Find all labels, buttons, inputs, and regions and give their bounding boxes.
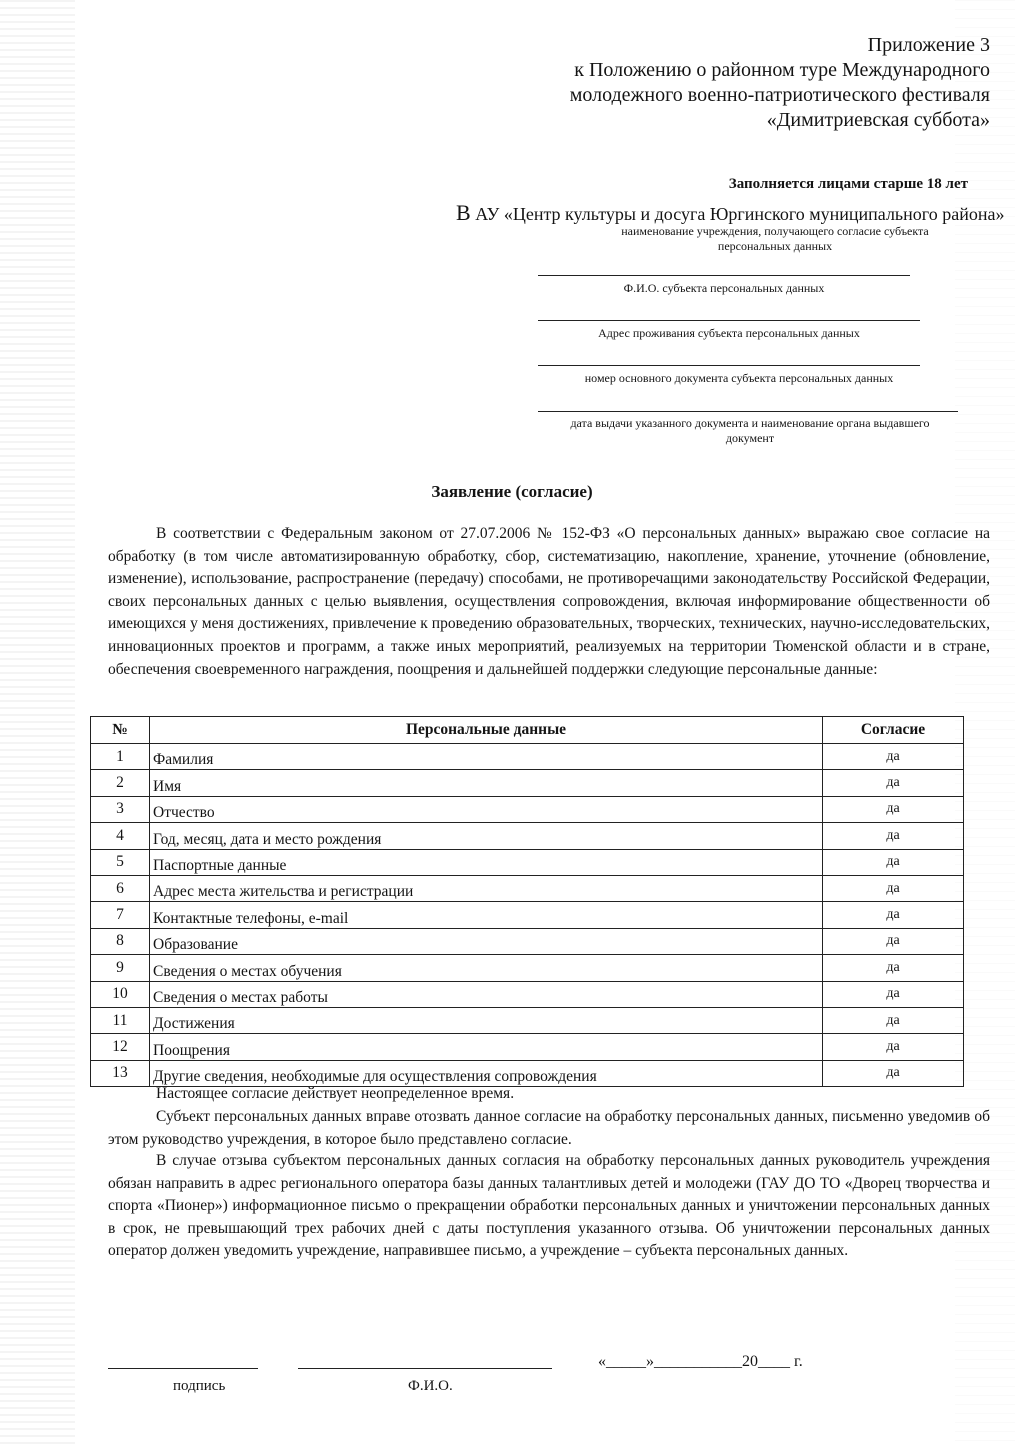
table-row: [91, 902, 964, 928]
validity-paragraph: Настоящее согласие действует неопределенное время.: [156, 1085, 515, 1102]
table-row: [91, 928, 964, 954]
row-number: 7: [91, 902, 150, 928]
appendix-line-3: молодежного военно-патриотического фестиваля: [569, 84, 990, 106]
recipient-organization: [456, 200, 1004, 226]
table-row: [91, 770, 964, 796]
issue-caption-line-1: дата выдачи указанного документа и наименование органа выдавшего: [570, 416, 930, 430]
table-row: [91, 875, 964, 901]
revocation-procedure-paragraph: В случае отзыва субъектом персональных данных согласия на обработку персональных данных руководитель учреждения обязан направить в адрес регионального оператора базы данных талантливых детей и молодежи (ГАУ ДО ТО «Дворец творчества и спорта «Пионер») информационное письмо о прекращении обработки персональных данных и уничтожении персональных данных в срок, не превышающий трех рабочих дней с даты поступления указанного отзыва. Об уничтожении персональных данных оператор должен уведомить учреждение, направившее письмо, а учреждение – субъекта персональных данных.: [108, 1152, 990, 1260]
row-data-name: Контактные телефоны, e-mail: [150, 902, 823, 928]
intro-paragraph: В соответствии с Федеральным законом от 27.07.2006 № 152-ФЗ «О персональных данных» выражаю свое согласие на обработку (в том числе автоматизированную обработку, сбор, систематизацию, накопление, хранение, уточнение (обновление, изменение), использование, распространение (передачу) способами, не противоречащими законодательству Российской Федерации, своих персональных данных с целью выявления, осуществления сопровождения, включая информирование общественности об имеющихся у меня достижениях, привлечение к проведению образовательных, творческих, технических, научно-исследовательских, инновационных проектов и программ, а также иных мероприятий, реализуемых на территории Тюменской области и в стране, обеспечения своевременного награждения, поощрения и дальнейшей поддержки следующие персональные данные:: [108, 525, 990, 678]
row-consent: да: [823, 1034, 964, 1060]
age-note: Заполняется лицами старше 18 лет: [728, 176, 968, 192]
fio-caption: Ф.И.О. субъекта персональных данных: [623, 281, 825, 295]
date-field[interactable]: «_____»___________20____ г.: [598, 1353, 803, 1370]
table-row: [91, 1007, 964, 1033]
fio-signature-field-line[interactable]: [298, 1368, 552, 1369]
row-data-name: Имя: [150, 770, 823, 796]
row-data-name: Отчество: [150, 796, 823, 822]
row-consent: да: [823, 875, 964, 901]
row-number: 1: [91, 744, 150, 770]
scan-noise-left: [0, 0, 75, 1448]
row-number: 12: [91, 1034, 150, 1060]
row-data-name: Адрес места жительства и регистрации: [150, 875, 823, 901]
row-data-name: Другие сведения, необходимые для осуществления сопровождения: [150, 1060, 823, 1086]
appendix-number: Приложение 3: [867, 34, 990, 56]
org-caption-line-2: персональных данных: [717, 239, 833, 253]
table-row: [91, 1034, 964, 1060]
address-field-line[interactable]: [538, 320, 920, 321]
row-consent: да: [823, 744, 964, 770]
recipient-org-name: АУ «Центр культуры и досуга Юргинского муниципального района»: [475, 204, 1005, 224]
issue-caption-line-2: документ: [725, 431, 775, 445]
row-consent: да: [823, 955, 964, 981]
personal-data-table: [90, 716, 964, 1087]
appendix-block: [570, 33, 990, 133]
row-data-name: Фамилия: [150, 744, 823, 770]
row-data-name: Сведения о местах обучения: [150, 955, 823, 981]
table-row: [91, 981, 964, 1007]
recipient-prefix: В: [456, 200, 471, 225]
document-caption: номер основного документа субъекта персональных данных: [584, 371, 894, 385]
row-number: 5: [91, 849, 150, 875]
org-caption-line-1: наименование учреждения, получающего согласие субъекта: [621, 224, 929, 238]
row-consent: да: [823, 770, 964, 796]
row-number: 9: [91, 955, 150, 981]
row-data-name: Паспортные данные: [150, 849, 823, 875]
appendix-line-4: «Димитриевская суббота»: [766, 109, 990, 131]
document-title: Заявление (согласие): [431, 482, 593, 501]
row-consent: да: [823, 1007, 964, 1033]
revocation-paragraph: Субъект персональных данных вправе отозвать данное согласие на обработку персональных данных, письменно уведомив об этом руководство учреждения, в которое было представлено согласие.: [108, 1108, 990, 1148]
table-row: [91, 849, 964, 875]
row-data-name: Год, месяц, дата и место рождения: [150, 823, 823, 849]
signature-label: подпись: [173, 1378, 226, 1394]
row-consent: да: [823, 823, 964, 849]
org-caption: [560, 224, 990, 254]
table-header-row: [91, 717, 964, 744]
row-consent: да: [823, 981, 964, 1007]
issue-field-line[interactable]: [538, 411, 958, 412]
fio-field-line[interactable]: [538, 275, 910, 276]
appendix-line-2: к Положению о районном туре Международного: [574, 59, 990, 81]
row-data-name: Поощрения: [150, 1034, 823, 1060]
row-consent: да: [823, 796, 964, 822]
table-row: [91, 796, 964, 822]
table-row: [91, 823, 964, 849]
row-number: 13: [91, 1060, 150, 1086]
row-number: 11: [91, 1007, 150, 1033]
signature-field-line[interactable]: [108, 1368, 258, 1369]
row-number: 4: [91, 823, 150, 849]
address-caption: Адрес проживания субъекта персональных данных: [598, 326, 860, 340]
fio-signature-label: Ф.И.О.: [408, 1378, 453, 1394]
table-row: [91, 744, 964, 770]
table-row: [91, 955, 964, 981]
row-number: 6: [91, 875, 150, 901]
row-data-name: Сведения о местах работы: [150, 981, 823, 1007]
document-field-line[interactable]: [538, 365, 920, 366]
row-number: 8: [91, 928, 150, 954]
row-data-name: Достижения: [150, 1007, 823, 1033]
col-consent-header: Согласие: [823, 717, 964, 744]
row-data-name: Образование: [150, 928, 823, 954]
issue-caption: [530, 416, 970, 446]
row-number: 2: [91, 770, 150, 796]
row-consent: да: [823, 902, 964, 928]
col-data-header: Персональные данные: [150, 717, 823, 744]
row-consent: да: [823, 928, 964, 954]
row-number: 3: [91, 796, 150, 822]
row-number: 10: [91, 981, 150, 1007]
row-consent: да: [823, 1060, 964, 1086]
col-number-header: №: [91, 717, 150, 744]
row-consent: да: [823, 849, 964, 875]
